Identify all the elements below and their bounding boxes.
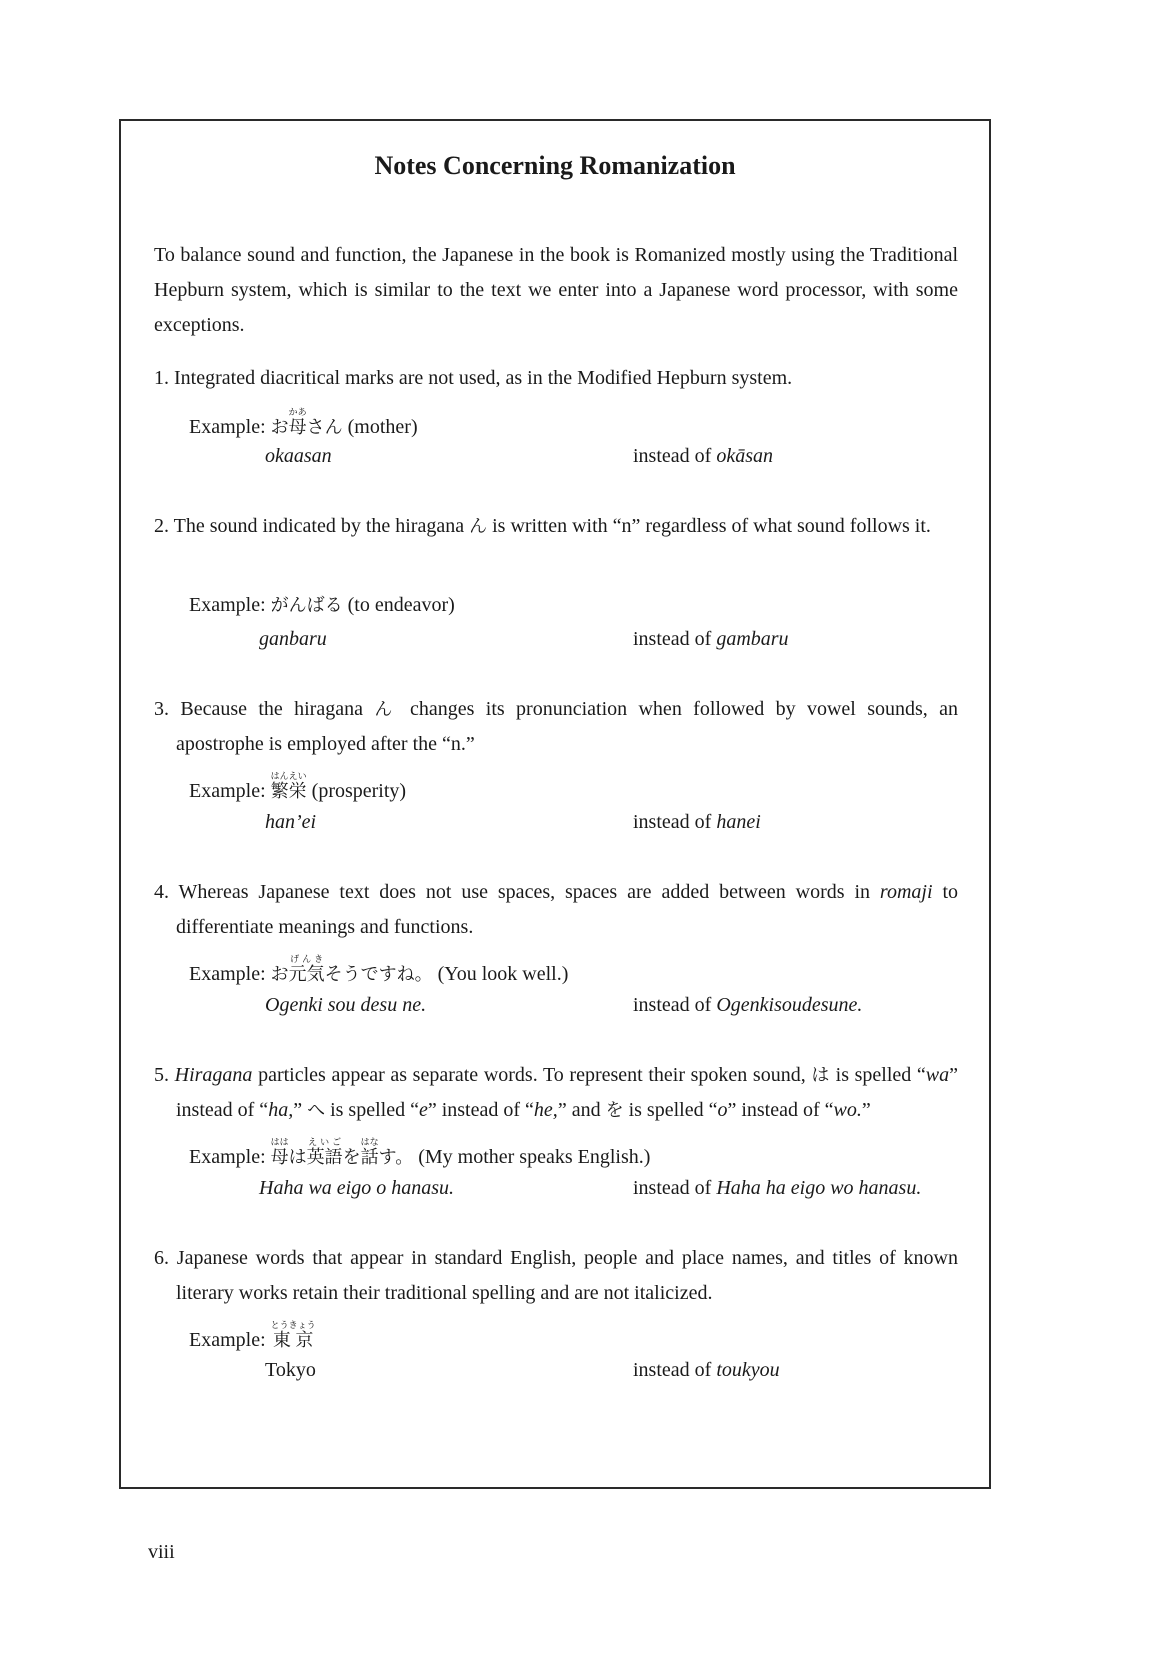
note-text: 4. Whereas Japanese text does not use spaces, spaces are added between words in romaji to differentiate meanings and functions. <box>154 881 958 938</box>
note-item-3 <box>154 692 958 762</box>
romaji-correct-3: han’ei <box>265 811 317 833</box>
example-japanese: お元気げんきそうですね。 <box>270 955 433 985</box>
page-title: Notes Concerning Romanization <box>374 151 736 180</box>
notes-box <box>119 119 991 1489</box>
example-gloss: (prosperity) <box>311 780 407 802</box>
example-line-6 <box>189 1321 316 1356</box>
example-japanese: 母ははは英語えいごを話はなす。 <box>270 1138 414 1168</box>
intro-paragraph: To balance sound and function, the Japanese in the book is Romanized mostly using the Traditional Hepburn system, which is similar to the text we enter into a Japanese word processor, with some exceptions. <box>154 244 958 336</box>
example-gloss: (mother) <box>347 416 418 438</box>
romaji-correct-6: Tokyo <box>265 1359 316 1381</box>
example-label: Example: <box>189 1329 266 1351</box>
example-line-1 <box>189 408 418 443</box>
romaji-instead-4: instead of Ogenkisoudesune. <box>633 994 863 1016</box>
romaji-correct-2: ganbaru <box>259 628 327 650</box>
example-label: Example: <box>189 416 266 438</box>
romaji-instead-1: instead of okāsan <box>633 445 773 467</box>
romaji-correct-1: okaasan <box>265 445 332 467</box>
example-label: Example: <box>189 780 266 802</box>
note-text: 6. Japanese words that appear in standard English, people and place names, and titles of known literary works retain their traditional spelling and are not italicized. <box>154 1247 958 1304</box>
romaji-instead-2: instead of gambaru <box>633 628 789 650</box>
note-text: 2. The sound indicated by the hiragana ん is written with “n” regardless of what sound follows it. <box>154 515 931 537</box>
example-label: Example: <box>189 963 266 985</box>
example-line-5 <box>189 1138 650 1173</box>
note-item-5 <box>154 1058 958 1128</box>
example-gloss: (My mother speaks English.) <box>418 1146 651 1168</box>
example-gloss: (You look well.) <box>437 963 569 985</box>
example-label: Example: <box>189 594 266 616</box>
example-japanese: お母かあさん <box>270 408 343 438</box>
note-text: 1. Integrated diacritical marks are not used, as in the Modified Hepburn system. <box>154 367 793 389</box>
example-line-2 <box>189 590 455 621</box>
romaji-correct-4: Ogenki sou desu ne. <box>265 994 427 1016</box>
example-line-4 <box>189 955 568 990</box>
note-text: 3. Because the hiragana ん changes its pronunciation when followed by vowel sounds, an apostrophe is employed after the “n.” <box>154 698 958 755</box>
note-item-2 <box>154 509 958 544</box>
example-gloss: (to endeavor) <box>347 594 455 616</box>
example-japanese: がんばる <box>270 595 343 616</box>
romaji-instead-5: instead of Haha ha eigo wo hanasu. <box>633 1177 922 1199</box>
example-japanese: 繁栄はんえい <box>270 772 307 802</box>
note-item-6 <box>154 1241 958 1311</box>
note-item-1 <box>154 361 958 396</box>
romaji-instead-6: instead of toukyou <box>633 1359 780 1381</box>
example-japanese: 東京とうきょう <box>270 1321 316 1351</box>
note-item-4 <box>154 875 958 945</box>
romaji-correct-5: Haha wa eigo o hanasu. <box>259 1177 454 1199</box>
romaji-instead-3: instead of hanei <box>633 811 761 833</box>
example-line-3 <box>189 772 406 807</box>
page-number: viii <box>148 1541 175 1563</box>
example-label: Example: <box>189 1146 266 1168</box>
note-text: 5. Hiragana particles appear as separate words. To represent their spoken sound, は is spelled “wa” instead of “ha,” へ is spelled “e” instead of “he,” and を is spelled “o” instead of “wo.” <box>154 1064 959 1121</box>
